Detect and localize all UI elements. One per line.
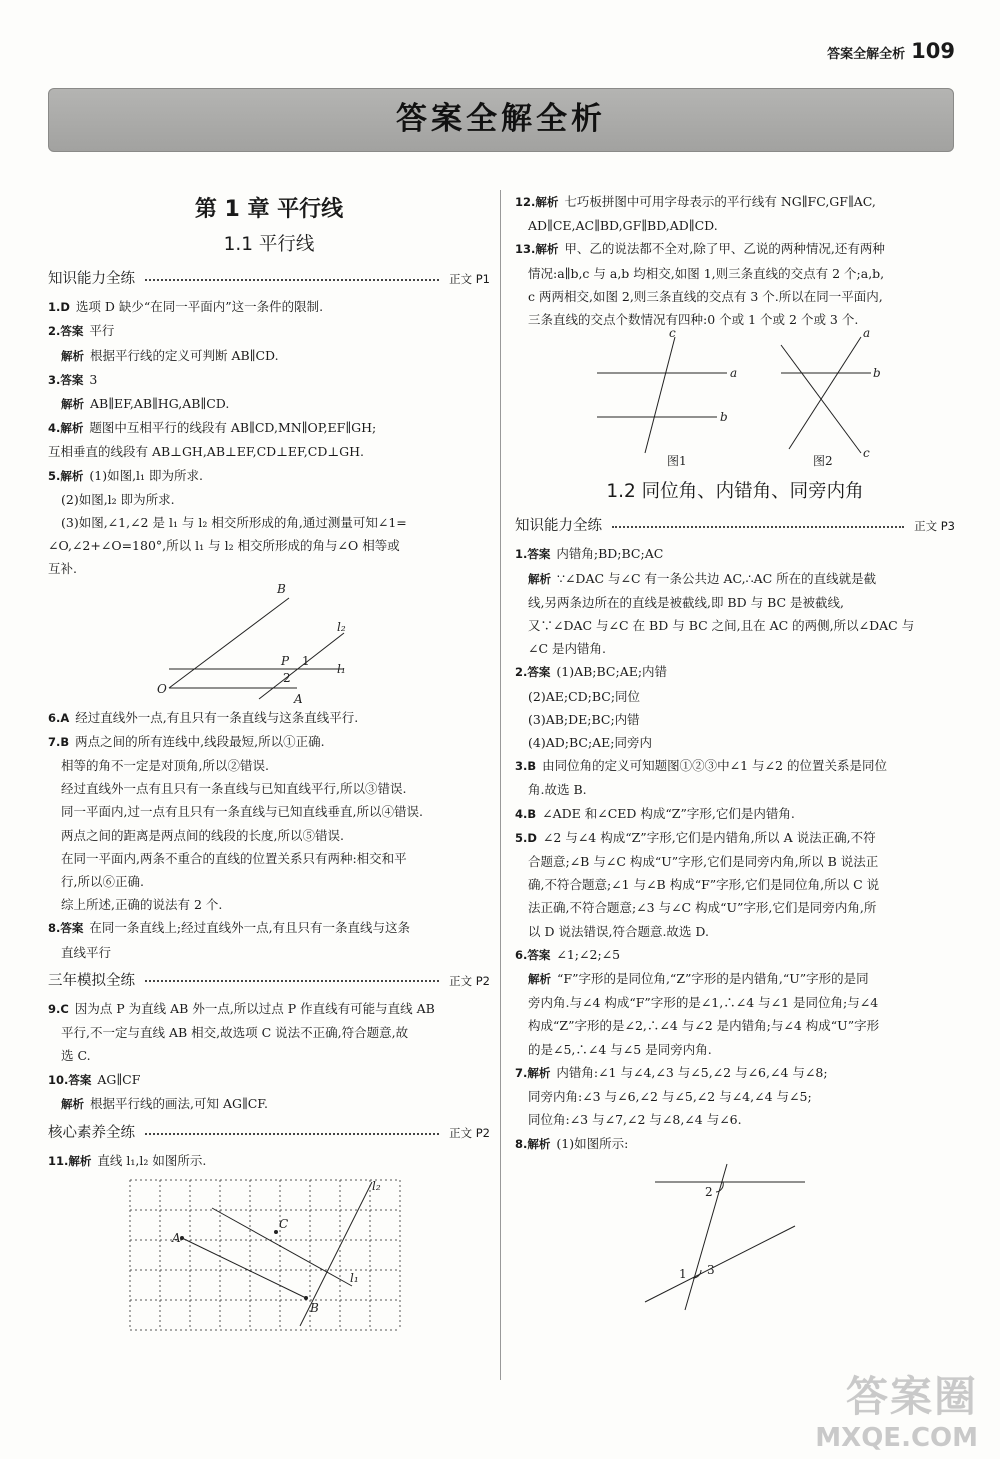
line-a2 — [789, 337, 861, 449]
answer-block — [515, 190, 955, 331]
answer-line — [48, 368, 490, 392]
line-c2 — [781, 345, 861, 453]
answer-key: 5.D — [515, 830, 537, 845]
answer-text: 两点之间的所有连线中,线段最短,所以①正确. — [75, 733, 325, 749]
answer-line — [48, 941, 490, 964]
answer-line — [48, 824, 490, 847]
answer-line — [48, 916, 490, 940]
answer-text: 根据平行线的画法,可知 AG∥CF. — [90, 1095, 268, 1111]
answer-block — [515, 542, 955, 1155]
bar-page-ref: 正文 P2 — [449, 973, 490, 988]
bar-title: 知识能力全练 — [48, 271, 135, 287]
answer-text: 合题意;∠B 与∠C 构成“U”字形,它们是同旁内角,所以 B 说法正 — [528, 854, 879, 870]
banner-title: 答案全解全析 — [396, 101, 606, 138]
answer-line — [48, 730, 490, 754]
right-column — [515, 190, 955, 1312]
dotted-grid — [130, 1180, 400, 1330]
line-OB — [169, 598, 289, 688]
answer-line — [48, 1149, 490, 1173]
answer-text: 又∵∠DAC 与∠C 在 BD 与 BC 之间,且在 AC 的两侧,所以∠DAC 与 — [528, 618, 915, 634]
column-divider — [500, 190, 501, 1380]
answer-key: 10.答案 — [48, 1072, 92, 1087]
answer-text: 线,另两条边所在的直线是被截线,即 BD 与 BC 是被截线, — [528, 594, 845, 610]
answer-text: AG∥CF — [97, 1071, 141, 1087]
answer-block — [48, 997, 490, 1116]
answer-key: 2.答案 — [48, 324, 84, 339]
answer-key: 3.B — [515, 759, 537, 774]
answer-text: (1)如图所示: — [556, 1135, 629, 1151]
watermark-url: MXQE.COM — [815, 1423, 978, 1453]
answer-line — [48, 440, 490, 463]
answer-text: 直线 l₁,l₂ 如图所示. — [97, 1153, 207, 1169]
answer-text: 两点之间的距离是两点间的线段的长度,所以⑤错误. — [61, 827, 344, 843]
title-banner — [48, 88, 954, 152]
answer-text: 同旁内角:∠3 与∠6,∠2 与∠5,∠2 与∠4,∠4 与∠5; — [528, 1089, 812, 1105]
figure-angle-lines — [157, 581, 369, 706]
answer-text: (1)如图,l₁ 即为所求. — [89, 467, 204, 483]
label-A: A — [294, 691, 303, 706]
answer-line — [515, 567, 955, 591]
label-A: A — [172, 1230, 181, 1245]
answer-key: 4.解析 — [48, 421, 84, 436]
answer-line — [515, 542, 955, 566]
bar-page-ref: 正文 P1 — [449, 272, 490, 286]
dotted-leader — [145, 279, 439, 281]
answer-line — [515, 1038, 955, 1061]
answer-key: 1.D — [48, 300, 70, 315]
answer-block — [48, 1149, 490, 1173]
bar-page-ref: 正文 P2 — [449, 1126, 490, 1141]
answer-line — [48, 893, 490, 916]
dotted-leader — [145, 1133, 439, 1135]
figure-grid — [124, 1174, 414, 1334]
answer-key: 解析 — [61, 348, 84, 363]
answer-text: 经过直线外一点有且只有一条直线与已知直线平行,所以③错误. — [61, 781, 407, 797]
label-angle-3: 3 — [707, 1262, 715, 1277]
answer-text: ∠ADE 和∠CED 构成“Z”字形,它们是内错角. — [542, 805, 795, 821]
answer-text: ∠1;∠2;∠5 — [556, 946, 621, 962]
answer-line — [48, 847, 490, 870]
answer-text: AD∥CE,AC∥BD,GF∥BD,AD∥CD. — [528, 218, 718, 234]
answer-line — [515, 1108, 955, 1131]
label-l1: l₁ — [350, 1270, 359, 1285]
answer-text: 题图中互相平行的线段有 AB∥CD,MN∥OP,EF∥GH; — [89, 420, 377, 436]
answer-line — [48, 344, 490, 368]
answer-text: 甲、乙的说法都不全对,除了甲、乙说的两种情况,还有两种 — [564, 241, 885, 257]
answer-line — [515, 873, 955, 896]
label-P: P — [281, 653, 290, 668]
answer-text: (2)AE;CD;BC;同位 — [528, 688, 641, 704]
answer-key: 8.答案 — [48, 921, 84, 936]
header-title: 答案全解全析 — [827, 47, 906, 62]
answer-text: 旁内角.与∠4 构成“F”字形的是∠1,∴∠4 与∠1 是同位角;与∠4 — [528, 995, 879, 1011]
answer-key: 5.解析 — [48, 468, 84, 483]
label-angle-1: 1 — [302, 653, 310, 668]
answer-text: 以 D 说法错误,符合题意.故选 D. — [528, 923, 709, 939]
caption-fig2: 图2 — [813, 454, 833, 469]
answer-text: 选 C. — [61, 1048, 91, 1064]
answer-line — [515, 591, 955, 614]
answer-key: 2.答案 — [515, 665, 551, 680]
answer-line — [515, 637, 955, 660]
answer-key: 解析 — [61, 1096, 84, 1111]
answer-line — [515, 262, 955, 285]
answer-line — [515, 214, 955, 237]
answer-text: 平行 — [89, 323, 115, 339]
answer-text: 经过直线外一点,有且只有一条直线与这条直线平行. — [75, 709, 359, 725]
section-title: 1.1 平行线 — [223, 234, 315, 255]
answer-line — [48, 295, 490, 319]
answer-text: 内错角;BD;BC;AC — [556, 546, 664, 562]
answer-key: 13.解析 — [515, 242, 559, 257]
answer-line — [48, 488, 490, 511]
answer-line — [515, 754, 955, 778]
answer-key: 1.答案 — [515, 547, 551, 562]
answer-block — [48, 295, 490, 580]
answer-text: 在同一平面内,两条不重合的直线的位置关系只有两种:相交和平 — [61, 850, 407, 866]
answer-block — [48, 706, 490, 964]
label-angle-2: 2 — [705, 1184, 713, 1199]
answer-line — [48, 416, 490, 440]
label-l2: l₂ — [372, 1178, 381, 1193]
label-c1: c — [669, 326, 676, 341]
answer-text: (3)如图,∠1,∠2 是 l₁ 与 l₂ 相交所形成的角,通过测量可知∠1= — [61, 515, 407, 531]
answer-text: ∠2 与∠4 构成“Z”字形,它们是内错角,所以 A 说法正确,不符 — [542, 829, 876, 845]
answer-line — [48, 392, 490, 416]
label-a1: a — [730, 366, 738, 381]
answer-key: 解析 — [61, 397, 84, 412]
answer-text: 相等的角不一定是对顶角,所以②错误. — [61, 758, 269, 774]
answer-key: 6.A — [48, 710, 70, 725]
answer-text: “F”字形的是同位角,“Z”字形的是内错角,“U”字形的是同 — [557, 971, 869, 987]
answer-text: 三条直线的交点个数情况有四种:0 个或 1 个或 2 个或 3 个. — [528, 312, 859, 328]
line-bottom — [645, 1226, 795, 1302]
answer-text: 互相垂直的线段有 AB⊥GH,AB⊥EF,CD⊥EF,CD⊥GH. — [48, 444, 364, 460]
answer-key: 解析 — [528, 972, 551, 987]
answer-line — [515, 731, 955, 754]
answer-line — [48, 534, 490, 557]
answer-text: 内错角:∠1 与∠4,∠3 与∠5,∠2 与∠6,∠4 与∠8; — [556, 1064, 828, 1080]
answer-text: 同一平面内,过一点有且只有一条直线与已知直线垂直,所以④错误. — [61, 804, 423, 820]
answer-text: ∠C 是内错角. — [528, 641, 606, 657]
answer-text: 由同位角的定义可知题图①②③中∠1 与∠2 的位置关系是同位 — [542, 758, 887, 774]
answer-line — [48, 511, 490, 534]
answer-key: 解析 — [528, 571, 551, 586]
section-bar-three-year — [48, 970, 490, 993]
answer-text: 情况:a∥b,c 与 a,b 均相交,如图 1,则三条直线的交点有 2 个;a,b, — [528, 265, 885, 281]
answer-text: AB∥EF,AB∥HG,AB∥CD. — [90, 396, 230, 412]
answer-text: 角.故选 B. — [528, 782, 587, 798]
answer-key: 7.B — [48, 734, 70, 749]
answer-line — [515, 826, 955, 850]
label-b1: b — [720, 410, 728, 425]
section-title: 1.2 同位角、内错角、同旁内角 — [606, 481, 864, 503]
answer-text: 综上所述,正确的说法有 2 个. — [61, 897, 223, 913]
answer-text: 因为点 P 为直线 AB 外一点,所以过点 P 作直线有可能与直线 AB — [74, 1001, 435, 1017]
answer-line — [48, 706, 490, 730]
answer-text: (3)AB;DE;BC;内错 — [528, 711, 640, 727]
label-c2: c — [863, 446, 870, 461]
label-B: B — [277, 581, 286, 596]
answer-text: 同位角:∠3 与∠7,∠2 与∠8,∠4 与∠6. — [528, 1112, 742, 1128]
answer-text: 七巧板拼图中可用字母表示的平行线有 NG∥FC,GF∥AC, — [564, 194, 876, 209]
answer-key: 7.解析 — [515, 1065, 551, 1080]
label-angle-2: 2 — [283, 670, 291, 685]
answer-line — [48, 464, 490, 488]
answer-line — [515, 943, 955, 967]
line-c — [645, 337, 675, 453]
label-b2: b — [873, 366, 881, 381]
label-O: O — [157, 681, 167, 696]
answer-text: (1)AB;BC;AE;内错 — [556, 664, 668, 680]
watermark — [778, 1371, 978, 1453]
label-C: C — [279, 1216, 289, 1231]
answer-key: 4.B — [515, 806, 537, 821]
answer-text: c 两两相交,如图 2,则三条直线的交点有 3 个.所以在同一平面内, — [528, 288, 883, 304]
answer-line — [48, 754, 490, 777]
answer-text: (2)如图,l₂ 即为所求. — [61, 491, 175, 507]
answer-line — [48, 777, 490, 800]
answer-key: 12.解析 — [515, 195, 559, 209]
answer-text: ∠O,∠2+∠O=180°,所以 l₁ 与 l₂ 相交所形成的角与∠O 相等或 — [48, 538, 400, 554]
answer-line — [48, 997, 490, 1021]
label-B: B — [310, 1300, 319, 1315]
answer-key: 9.C — [48, 1002, 69, 1017]
answer-line — [515, 660, 955, 684]
answer-text: 在同一条直线上;经过直线外一点,有且只有一条直线与这条 — [89, 920, 411, 936]
bar-title: 核心素养全练 — [48, 1125, 135, 1142]
answer-key: 3.答案 — [48, 372, 84, 387]
section-bar-core — [48, 1122, 490, 1145]
answer-text: 平行,不一定与直线 AB 相交,故选项 C 说法不正确,符合题意,故 — [61, 1025, 409, 1041]
dotted-leader — [612, 526, 904, 528]
answer-text: ∵∠DAC 与∠C 有一条公共边 AC,∴AC 所在的直线就是截 — [557, 570, 877, 586]
chapter-title: 第 1 章 平行线 — [194, 197, 344, 222]
answer-text: 法正确,不符合题意;∠3 与∠C 构成“U”字形,它们是同旁内角,所 — [528, 900, 877, 916]
answer-text: 确,不符合题意;∠1 与∠B 构成“F”字形,它们是同位角,所以 C 说 — [528, 877, 880, 893]
answer-line — [515, 1014, 955, 1037]
section-bar-knowledge — [515, 515, 955, 538]
answer-line — [48, 319, 490, 343]
answer-line — [515, 614, 955, 637]
answer-line — [515, 920, 955, 943]
answer-line — [515, 1085, 955, 1108]
label-l2: l₂ — [337, 619, 346, 634]
bar-title: 知识能力全练 — [515, 518, 602, 535]
label-l1: l₁ — [337, 661, 346, 676]
section-bar-knowledge — [48, 268, 490, 291]
answer-line — [515, 285, 955, 308]
figure-three-lines — [585, 326, 885, 471]
answer-line — [48, 1068, 490, 1092]
caption-fig1: 图1 — [667, 454, 687, 469]
point-C — [274, 1230, 278, 1234]
answer-text: (4)AD;BC;AE;同旁内 — [528, 735, 653, 751]
label-angle-1: 1 — [679, 1266, 687, 1281]
answer-line — [48, 870, 490, 893]
answer-line — [515, 1132, 955, 1156]
answer-key: 6.答案 — [515, 947, 551, 962]
answer-line — [48, 1044, 490, 1067]
page-number: 109 — [911, 39, 955, 63]
bar-title: 三年模拟全练 — [48, 972, 135, 989]
page-header — [827, 40, 955, 66]
answer-line — [48, 1021, 490, 1044]
left-column — [48, 190, 490, 1334]
answer-text: 行,所以⑥正确. — [61, 874, 144, 890]
answer-line — [515, 190, 955, 214]
answer-line — [48, 1092, 490, 1116]
answer-key: 8.解析 — [515, 1136, 551, 1151]
dotted-leader — [145, 980, 439, 982]
answer-text: 3 — [89, 371, 98, 387]
answer-text: 的是∠5,∴∠4 与∠5 是同旁内角. — [528, 1041, 712, 1057]
figure-transversal — [645, 1162, 825, 1312]
answer-line — [515, 896, 955, 919]
answer-text: 直线平行 — [61, 944, 112, 960]
point-B — [304, 1296, 308, 1300]
answer-line — [515, 778, 955, 801]
answer-line — [515, 850, 955, 873]
answer-text: 选项 D 缺少“在同一平面内”这一条件的限制. — [75, 299, 324, 315]
answer-text: 构成“Z”字形的是∠2,∴∠4 与∠2 是内错角;与∠4 构成“U”字形 — [528, 1018, 880, 1034]
watermark-logo: 答案圈 — [845, 1372, 978, 1421]
answer-line — [48, 557, 490, 580]
answer-line — [515, 991, 955, 1014]
answer-line — [515, 237, 955, 261]
bar-page-ref: 正文 P3 — [914, 519, 955, 534]
answer-text: 根据平行线的定义可判断 AB∥CD. — [90, 347, 279, 363]
answer-line — [515, 708, 955, 731]
answer-line — [515, 802, 955, 826]
answer-line — [515, 685, 955, 708]
answer-line — [515, 1061, 955, 1085]
label-a2: a — [863, 326, 871, 341]
answer-key: 11.解析 — [48, 1154, 92, 1169]
answer-line — [48, 800, 490, 823]
answer-line — [515, 967, 955, 991]
line-AB — [182, 1238, 306, 1298]
answer-text: 互补. — [48, 561, 77, 577]
answer-line — [515, 308, 955, 331]
arc-angle-2 — [716, 1182, 723, 1192]
